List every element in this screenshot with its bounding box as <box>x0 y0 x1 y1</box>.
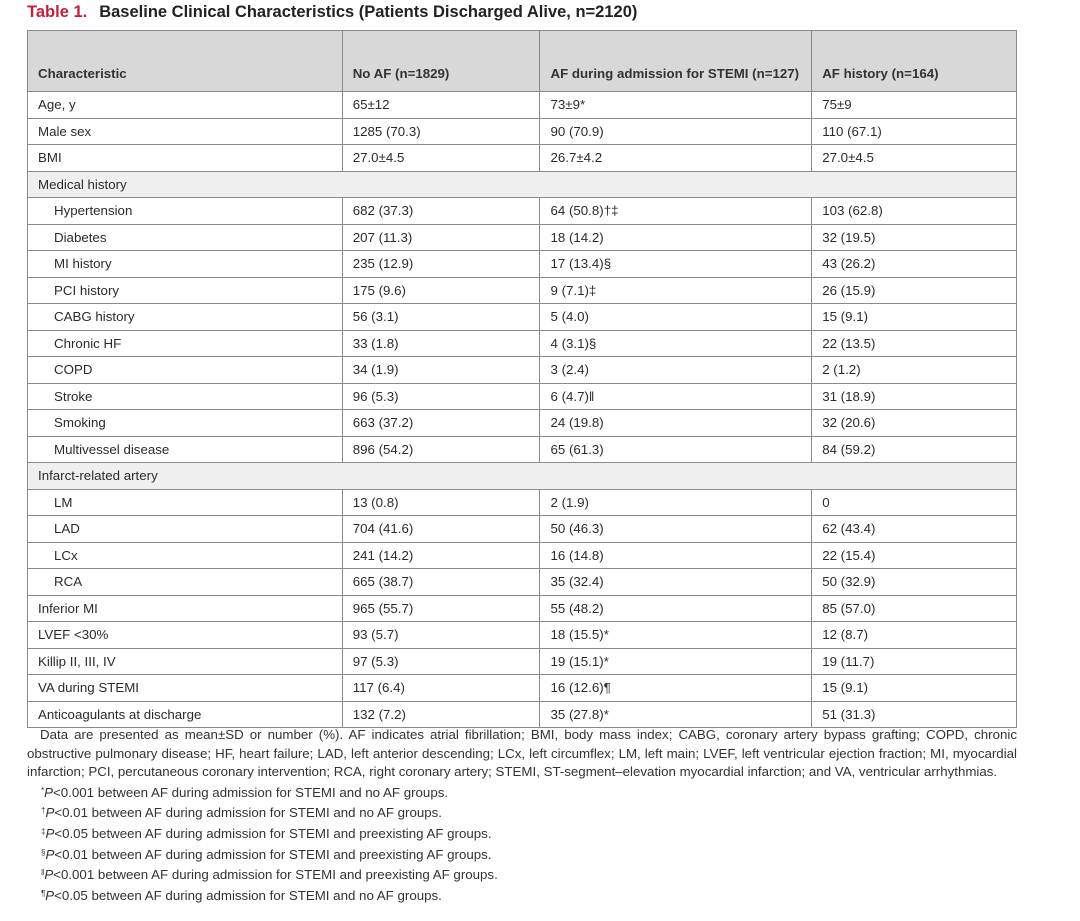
row-label: MI history <box>28 251 343 278</box>
table-notes <box>27 726 1017 905</box>
p-label: P <box>45 846 55 862</box>
table-cell: 65 (61.3) <box>540 436 812 463</box>
table-row <box>28 595 1017 622</box>
footnote-symbol: ¶ <box>41 888 46 898</box>
column-header: Characteristic <box>28 31 343 92</box>
table-cell: 93 (5.7) <box>342 622 540 649</box>
table-cell: 55 (48.2) <box>540 595 812 622</box>
table-row <box>28 569 1017 596</box>
table-cell: 65±12 <box>342 92 540 119</box>
row-label: PCI history <box>28 277 343 304</box>
table-cell: 34 (1.9) <box>342 357 540 384</box>
table-cell: 50 (46.3) <box>540 516 812 543</box>
table-row <box>28 304 1017 331</box>
table-cell: 19 (15.1)* <box>540 648 812 675</box>
table-cell: 62 (43.4) <box>812 516 1017 543</box>
footnote <box>27 802 1017 823</box>
table-cell: 26.7±4.2 <box>540 145 812 172</box>
table-cell: 235 (12.9) <box>342 251 540 278</box>
table-cell: 15 (9.1) <box>812 675 1017 702</box>
table-cell: 18 (14.2) <box>540 224 812 251</box>
table-cell: 22 (13.5) <box>812 330 1017 357</box>
abbreviations-note: Data are presented as mean±SD or number (%). AF indicates atrial fibrillation; BMI, body mass index; CABG, coronary artery bypass grafting; COPD, chronic obstructive pulmonary disease; HF, heart failure; LAD, left anterior descending; LCx, left circumflex; LM, left main; LVEF, left ventricular ejection fraction; MI, myocardial infarction; PCI, percutaneous coronary intervention; RCA, right coronary artery; STEMI, ST-segment–elevation myocardial infarction; and VA, ventricular arrhythmias. <box>27 727 1017 780</box>
p-label: P <box>44 784 53 800</box>
footnote <box>27 823 1017 844</box>
footnote-text: <0.001 between AF during admission for STEMI and preexisting AF groups. <box>53 867 498 883</box>
table-cell: 27.0±4.5 <box>342 145 540 172</box>
table-cell: 73±9* <box>540 92 812 119</box>
table-cell: 2 (1.2) <box>812 357 1017 384</box>
row-label: LAD <box>28 516 343 543</box>
table-row <box>28 489 1017 516</box>
table-cell: 12 (8.7) <box>812 622 1017 649</box>
table-cell: 15 (9.1) <box>812 304 1017 331</box>
p-label: P <box>45 805 55 821</box>
table-cell: 75±9 <box>812 92 1017 119</box>
table-cell: 965 (55.7) <box>342 595 540 622</box>
table-row <box>28 410 1017 437</box>
footnote-symbol: † <box>41 806 46 816</box>
table-cell: 33 (1.8) <box>342 330 540 357</box>
footnote-symbol: ‡ <box>41 826 46 836</box>
table-cell: 31 (18.9) <box>812 383 1017 410</box>
table-cell: 96 (5.3) <box>342 383 540 410</box>
table-row <box>28 118 1017 145</box>
table-cell: 2 (1.9) <box>540 489 812 516</box>
footnote-text: <0.001 between AF during admission for STEMI and no AF groups. <box>53 784 449 800</box>
row-label: LM <box>28 489 343 516</box>
characteristics-table <box>27 30 1017 728</box>
table-cell: 9 (7.1)‡ <box>540 277 812 304</box>
table-cell: 103 (62.8) <box>812 198 1017 225</box>
table-cell: 4 (3.1)§ <box>540 330 812 357</box>
row-label: Hypertension <box>28 198 343 225</box>
row-label: Smoking <box>28 410 343 437</box>
table-cell: 26 (15.9) <box>812 277 1017 304</box>
table-cell: 110 (67.1) <box>812 118 1017 145</box>
table-number: Table 1. <box>27 3 88 21</box>
table-cell: 97 (5.3) <box>342 648 540 675</box>
column-header: AF history (n=164) <box>812 31 1017 92</box>
table-row <box>28 145 1017 172</box>
table-row <box>28 436 1017 463</box>
footnote <box>27 782 1017 803</box>
table-caption: Baseline Clinical Characteristics (Patients Discharged Alive, n=2120) <box>99 3 638 21</box>
column-header: AF during admission for STEMI (n=127) <box>540 31 812 92</box>
table-cell: 0 <box>812 489 1017 516</box>
row-label: Stroke <box>28 383 343 410</box>
table-cell: 64 (50.8)†‡ <box>540 198 812 225</box>
footnote <box>27 885 1017 906</box>
footnote-symbol: § <box>41 847 46 857</box>
section-row <box>28 463 1017 490</box>
table-cell: 56 (3.1) <box>342 304 540 331</box>
table-row <box>28 701 1017 728</box>
footnote <box>27 864 1017 885</box>
row-label: CABG history <box>28 304 343 331</box>
column-header: No AF (n=1829) <box>342 31 540 92</box>
table-cell: 175 (9.6) <box>342 277 540 304</box>
row-label: LVEF <30% <box>28 622 343 649</box>
table-cell: 19 (11.7) <box>812 648 1017 675</box>
table-cell: 5 (4.0) <box>540 304 812 331</box>
footnote-text: <0.01 between AF during admission for STEMI and preexisting AF groups. <box>54 846 492 862</box>
table-cell: 32 (19.5) <box>812 224 1017 251</box>
table-cell: 90 (70.9) <box>540 118 812 145</box>
table-row <box>28 675 1017 702</box>
table-title <box>27 3 637 22</box>
table-row <box>28 648 1017 675</box>
row-label: Killip II, III, IV <box>28 648 343 675</box>
table-cell: 50 (32.9) <box>812 569 1017 596</box>
table-row <box>28 224 1017 251</box>
row-label: LCx <box>28 542 343 569</box>
footnote-text: <0.05 between AF during admission for STEMI and no AF groups. <box>54 887 442 903</box>
section-label: Infarct-related artery <box>28 463 1017 490</box>
p-label: P <box>45 825 55 841</box>
section-row <box>28 171 1017 198</box>
table-cell: 241 (14.2) <box>342 542 540 569</box>
footnote-text: <0.01 between AF during admission for STEMI and no AF groups. <box>54 805 443 821</box>
table-cell: 682 (37.3) <box>342 198 540 225</box>
table-row <box>28 277 1017 304</box>
footnote <box>27 844 1017 865</box>
row-label: COPD <box>28 357 343 384</box>
table-cell: 207 (11.3) <box>342 224 540 251</box>
footnote-text: <0.05 between AF during admission for STEMI and preexisting AF groups. <box>54 825 492 841</box>
table-cell: 32 (20.6) <box>812 410 1017 437</box>
row-label: BMI <box>28 145 343 172</box>
table-row <box>28 357 1017 384</box>
table-cell: 3 (2.4) <box>540 357 812 384</box>
table-row <box>28 92 1017 119</box>
table-cell: 704 (41.6) <box>342 516 540 543</box>
table-cell: 896 (54.2) <box>342 436 540 463</box>
table-cell: 13 (0.8) <box>342 489 540 516</box>
table-row <box>28 622 1017 649</box>
table-row <box>28 516 1017 543</box>
table-cell: 22 (15.4) <box>812 542 1017 569</box>
table-cell: 6 (4.7)‖ <box>540 383 812 410</box>
table-cell: 117 (6.4) <box>342 675 540 702</box>
table-cell: 51 (31.3) <box>812 701 1017 728</box>
table-cell: 24 (19.8) <box>540 410 812 437</box>
table-row <box>28 383 1017 410</box>
section-label: Medical history <box>28 171 1017 198</box>
table-cell: 17 (13.4)§ <box>540 251 812 278</box>
row-label: Male sex <box>28 118 343 145</box>
table-cell: 27.0±4.5 <box>812 145 1017 172</box>
footnote-symbol: * <box>41 785 45 795</box>
table-cell: 16 (12.6)¶ <box>540 675 812 702</box>
table-cell: 85 (57.0) <box>812 595 1017 622</box>
row-label: VA during STEMI <box>28 675 343 702</box>
row-label: Diabetes <box>28 224 343 251</box>
table-cell: 663 (37.2) <box>342 410 540 437</box>
row-label: RCA <box>28 569 343 596</box>
table-cell: 1285 (70.3) <box>342 118 540 145</box>
table-cell: 132 (7.2) <box>342 701 540 728</box>
table-cell: 35 (27.8)* <box>540 701 812 728</box>
row-label: Multivessel disease <box>28 436 343 463</box>
table-row <box>28 330 1017 357</box>
table-row <box>28 251 1017 278</box>
row-label: Age, y <box>28 92 343 119</box>
table-cell: 665 (38.7) <box>342 569 540 596</box>
row-label: Inferior MI <box>28 595 343 622</box>
row-label: Anticoagulants at discharge <box>28 701 343 728</box>
table-cell: 43 (26.2) <box>812 251 1017 278</box>
p-label: P <box>44 867 54 883</box>
table-cell: 18 (15.5)* <box>540 622 812 649</box>
row-label: Chronic HF <box>28 330 343 357</box>
table-row <box>28 198 1017 225</box>
table-cell: 16 (14.8) <box>540 542 812 569</box>
footnote-symbol: ‖ <box>41 868 45 878</box>
table-cell: 35 (32.4) <box>540 569 812 596</box>
p-label: P <box>45 887 55 903</box>
table-row <box>28 542 1017 569</box>
header-row <box>28 31 1017 92</box>
table-cell: 84 (59.2) <box>812 436 1017 463</box>
